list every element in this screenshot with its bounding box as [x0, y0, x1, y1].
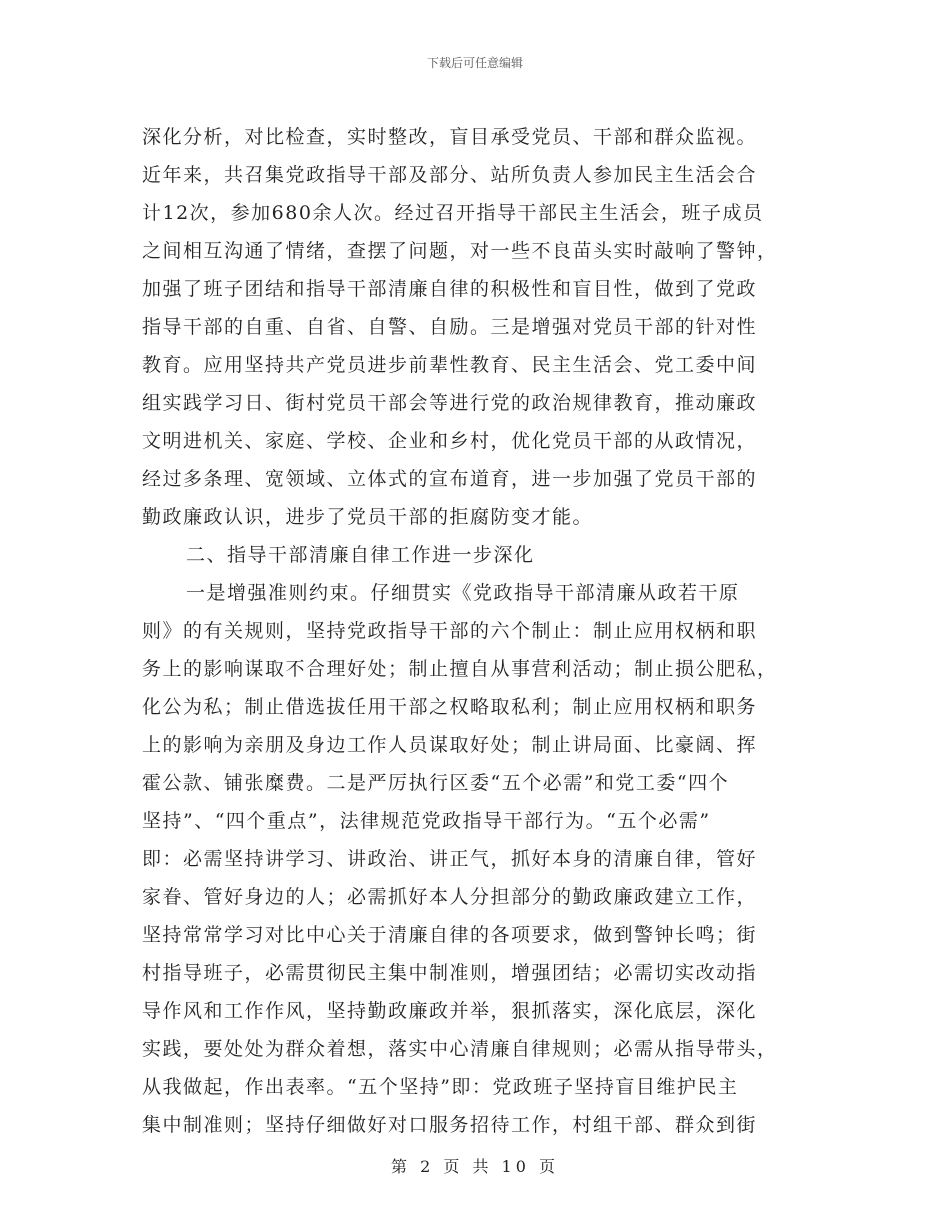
paragraph-1: [142, 118, 812, 536]
text-line: 教育。应用坚持共产党员进步前辈性教育、民主生活会、党工委中间: [142, 354, 758, 376]
text-line: 坚持常常学习对比中心关于清廉自律的各项要求，做到警钟长鸣；街: [142, 924, 758, 946]
text-line: 指导干部的自重、自省、自警、自励。三是增强对党员干部的针对性: [142, 316, 758, 338]
text-line: 勤政廉政认识，进步了党员干部的拒腐防变才能。: [142, 506, 594, 528]
text-line: 坚持”、“四个重点”，法律规范党政指导干部行为。“五个必需”: [142, 810, 711, 832]
text-line: 经过多条理、宽领域、立体式的宣布道育，进一步加强了党员干部的: [142, 468, 758, 490]
text-line: 霍公款、铺张糜费。二是严厉执行区委“五个必需”和党工委“四个: [142, 772, 730, 794]
text-line: 组实践学习日、街村党员干部会等进行党的政治规律教育，推动廉政: [142, 392, 758, 414]
text-line: 从我做起，作出表率。“五个坚持”即：党政班子坚持盲目维护民主: [142, 1076, 739, 1098]
text-line: 计12次，参加680余人次。经过召开指导干部民主生活会，班子成员: [142, 202, 764, 224]
text-line: 近年来，共召集党政指导干部及部分、站所负责人参加民主生活会合: [142, 164, 758, 186]
text-line: 深化分析，对比检查，实时整改，盲目承受党员、干部和群众监视。: [142, 126, 758, 148]
text-line: 则》的有关规则，坚持党政指导干部的六个制止：制止应用权柄和职: [142, 620, 758, 642]
text-line: 之间相互沟通了情绪，查摆了问题，对一些不良苗头实时敲响了警钟，: [142, 240, 778, 262]
text-line: 上的影响为亲朋及身边工作人员谋取好处；制止讲局面、比豪阔、挥: [142, 734, 758, 756]
text-line: 加强了班子团结和指导干部清廉自律的积极性和盲目性，做到了党政: [142, 278, 758, 300]
page-header: 下载后可任意编辑: [426, 56, 523, 70]
document-body: [142, 118, 812, 1144]
text-line: 导作风和工作作风，坚持勤政廉政并举，狠抓落实，深化底层，深化: [142, 1000, 758, 1022]
text-line: 文明进机关、家庭、学校、企业和乡村，优化党员干部的从政情况，: [142, 430, 758, 452]
text-line: 务上的影响谋取不合理好处；制止擅自从事营利活动；制止损公肥私，: [142, 658, 778, 680]
text-line: 即：必需坚持讲学习、讲政治、讲正气，抓好本身的清廉自律，管好: [142, 848, 758, 870]
text-line: 实践，要处处为群众着想，落实中心清廉自律规则；必需从指导带头，: [142, 1038, 778, 1060]
text-line: 村指导班子，必需贯彻民主集中制准则，增强团结；必需切实改动指: [142, 962, 758, 984]
text-line: 化公为私；制止借选拔任用干部之权略取私利；制止应用权柄和职务: [142, 696, 758, 718]
paragraph-2: [142, 574, 812, 1144]
text-line: 集中制准则；坚持仔细做好对口服务招待工作，村组干部、群众到街: [142, 1114, 758, 1136]
section-heading: 二、指导干部清廉自律工作进一步深化: [186, 544, 535, 566]
text-line: 家眷、管好身边的人；必需抓好本人分担部分的勤政廉政建立工作，: [142, 886, 758, 908]
page-number: 第 2 页 共 10 页: [391, 1157, 559, 1176]
text-line: 一是增强准则约束。仔细贯实《党政指导干部清廉从政若干原: [186, 582, 740, 604]
